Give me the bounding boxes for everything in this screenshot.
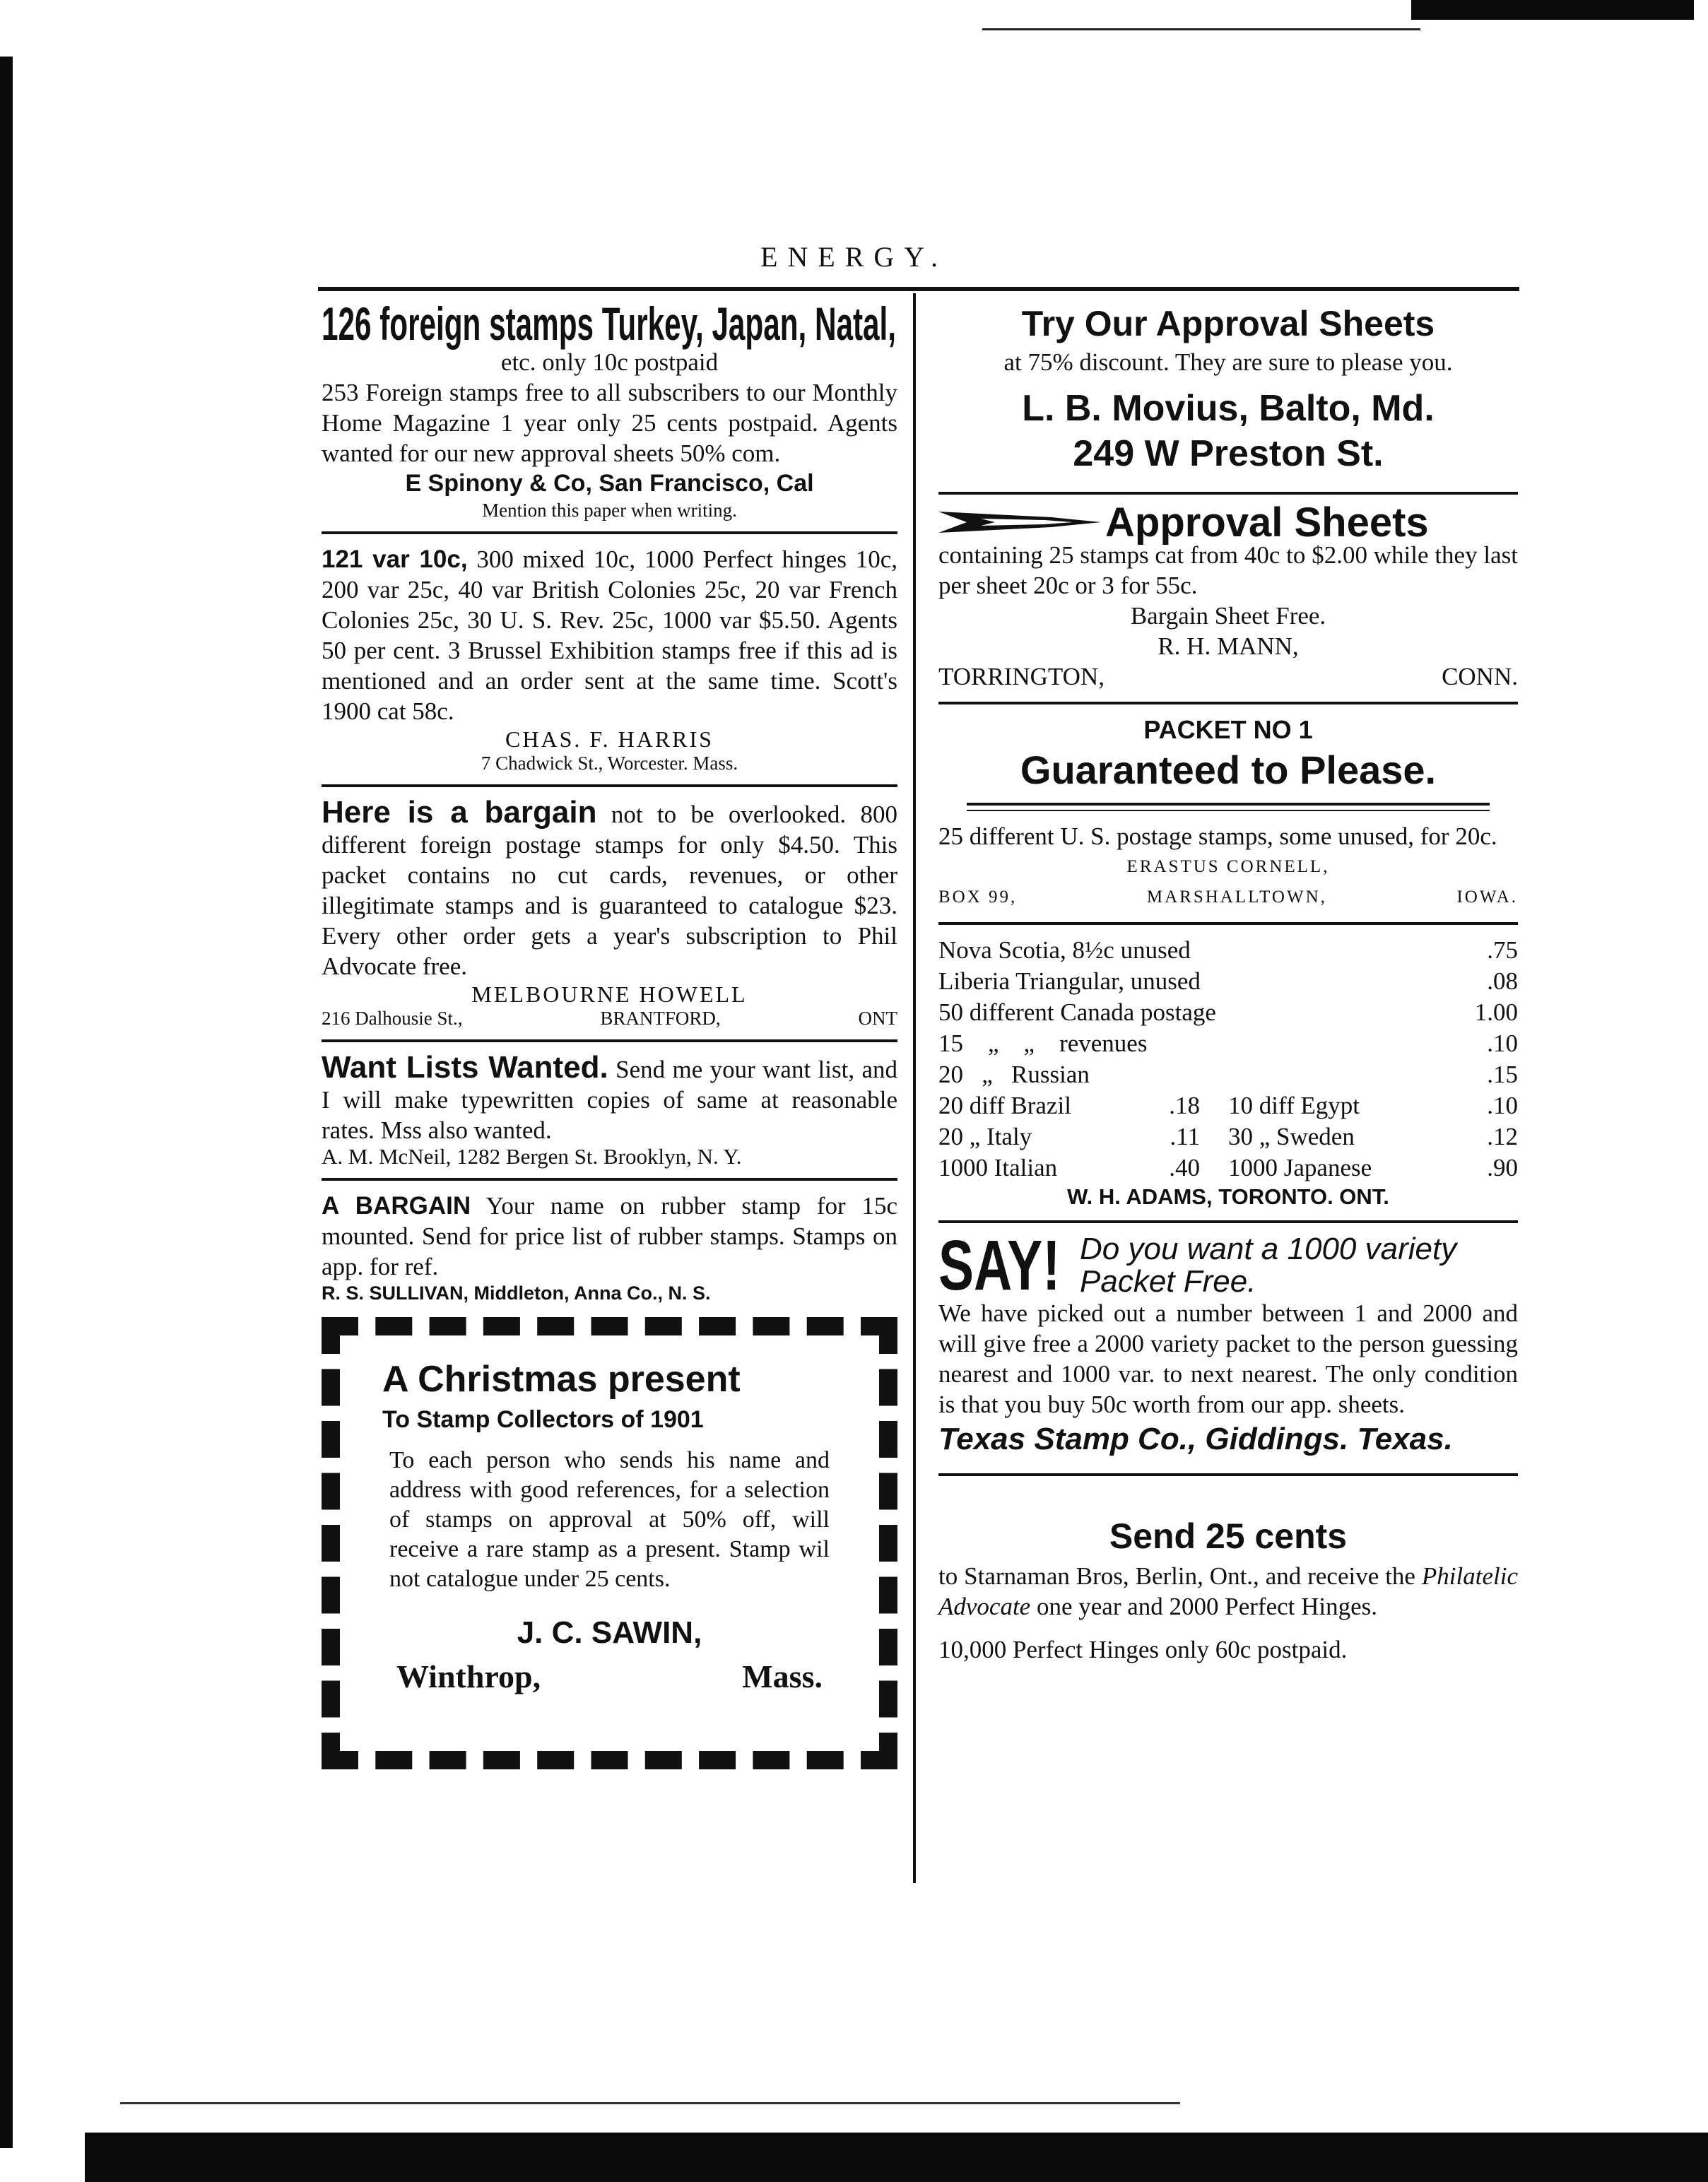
ad-name: MELBOURNE HOWELL bbox=[471, 981, 748, 1007]
ad-headline: Send 25 cents bbox=[1109, 1516, 1348, 1556]
page-title: ENERGY. bbox=[760, 241, 948, 273]
list-item: 20 „ Italy .11 30 „ Sweden .12 bbox=[938, 1123, 1518, 1150]
right-column bbox=[938, 300, 1518, 1665]
ad-texas bbox=[938, 1226, 1518, 1459]
list-item: 20 „ Russian .15 bbox=[938, 1061, 1518, 1088]
ad-body: not to be overlooked. 800 different foreign postage stamps for only $4.50. This packet contains no cut cards, revenues, or other illegitimate stamps and is guaranteed to catalogue $23. Every other order gets a year's subscription to Phil Advocate free. bbox=[322, 801, 897, 980]
divider-rule bbox=[938, 702, 1518, 704]
ad-text: etc. only 10c postpaid bbox=[500, 348, 719, 376]
ad-bargain: Bargain Sheet Free. bbox=[1130, 602, 1326, 630]
scan-mark-top bbox=[982, 28, 1420, 30]
christmas-body: To each person who sends his name and address with good references, for a selection of stamps on approval at 50% off, will receive a rare stamp as a present. Stamp wil not catalogue under 25 cents. bbox=[389, 1447, 830, 1592]
ad-mann bbox=[938, 499, 1518, 692]
double-rule bbox=[967, 803, 1490, 811]
say-headline bbox=[938, 1226, 1518, 1305]
ad-signature: W. H. ADAMS, TORONTO. ONT. bbox=[1067, 1184, 1389, 1209]
ad-address bbox=[938, 661, 1518, 692]
divider-rule bbox=[938, 1473, 1518, 1476]
ad-signature: R. S. SULLIVAN, Middleton, Anna Co., N. S. bbox=[322, 1282, 711, 1304]
ad-body: We have picked out a number between 1 and 2000 and will give free a 2000 variety packet to the person guessing nearest and 1000 var. to next nearest. The only condition is that you buy 50c worth from our app. sheets. bbox=[938, 1299, 1518, 1418]
divider-rule bbox=[938, 1220, 1518, 1223]
divider-rule bbox=[938, 492, 1518, 495]
ad-province: ONT bbox=[858, 1008, 897, 1029]
list-item: 1000 Italian .40 1000 Japanese .90 bbox=[938, 1154, 1518, 1181]
ad-sullivan bbox=[322, 1191, 897, 1282]
christmas-ad-box bbox=[322, 1317, 897, 1769]
scan-edge-top bbox=[1411, 0, 1694, 20]
ad-address: 249 W Preston St. bbox=[1073, 433, 1384, 474]
ad-box: BOX 99, bbox=[938, 887, 1018, 907]
ad-signature: A. M. McNeil, 1282 Bergen St. Brooklyn, N. Y. bbox=[322, 1144, 742, 1169]
divider-rule bbox=[322, 1178, 897, 1181]
divider-rule bbox=[322, 1039, 897, 1042]
ad-headline: Approval Sheets bbox=[1105, 499, 1429, 546]
ad-state: IOWA. bbox=[1456, 887, 1518, 907]
scan-edge-bottom bbox=[85, 2133, 1708, 2182]
ad-lead: 121 var 10c, bbox=[322, 546, 468, 573]
ad-address: 7 Chadwick St., Worcester. Mass. bbox=[481, 753, 738, 774]
ad-headline: Guaranteed to Please. bbox=[1020, 748, 1437, 792]
ad-town: TORRINGTON, bbox=[938, 663, 1105, 690]
ad-street: 216 Dalhousie St., bbox=[322, 1008, 463, 1029]
ad-name: R. H. MANN, bbox=[1158, 632, 1299, 660]
christmas-subtitle: To Stamp Collectors of 1901 bbox=[382, 1406, 704, 1433]
say-word: SAY! bbox=[938, 1226, 1061, 1305]
ad-body: 25 different U. S. postage stamps, some unused, for 20c. bbox=[938, 822, 1497, 850]
ad-mcneil bbox=[322, 1052, 897, 1145]
ad-howell bbox=[322, 797, 897, 981]
left-column bbox=[322, 297, 897, 1769]
ad-city: BRANTFORD, bbox=[600, 1008, 721, 1029]
price-list bbox=[938, 935, 1518, 1210]
ad-harris bbox=[322, 544, 897, 726]
ad-name: L. B. Movius, Balto, Md. bbox=[1022, 388, 1435, 429]
ad-headline: 126 foreign stamps Turkey, Japan, Natal, bbox=[322, 297, 897, 350]
list-item: Liberia Triangular, unused .08 bbox=[938, 967, 1518, 995]
ad-body: Your name on rubber stamp for 15c mounted. Send for price list of rubber stamps. Stamps on app. for ref. bbox=[322, 1192, 897, 1280]
list-item: 50 different Canada postage 1.00 bbox=[938, 998, 1518, 1026]
ad-signature: Texas Stamp Co., Giddings. Texas. bbox=[938, 1422, 1453, 1456]
ad-hinges: 10,000 Perfect Hinges only 60c postpaid. bbox=[938, 1636, 1348, 1663]
christmas-name: J. C. SAWIN, bbox=[517, 1615, 702, 1650]
christmas-town: Winthrop, bbox=[396, 1658, 541, 1694]
pointing-hand-icon bbox=[938, 505, 1101, 540]
ad-company: E Spinony & Co, San Francisco, Cal bbox=[405, 470, 814, 497]
header-rule bbox=[318, 287, 1519, 291]
ad-movius bbox=[938, 300, 1518, 475]
christmas-title: A Christmas present bbox=[382, 1359, 741, 1400]
ad-town: MARSHALLTOWN, bbox=[1146, 887, 1327, 907]
ad-body: containing 25 stamps cat from 40c to $2.00 while they last per sheet 20c or 3 for 55c. bbox=[938, 541, 1518, 599]
list-item: 15 „ „ revenues .10 bbox=[938, 1030, 1518, 1057]
ad-lead: A BARGAIN bbox=[322, 1192, 471, 1220]
ad-body: at 75% discount. They are sure to please you. bbox=[1003, 348, 1453, 376]
ad-packet: PACKET NO 1 bbox=[1143, 715, 1313, 744]
ad-body: 300 mixed 10c, 1000 Perfect hinges 10c, 200 var 25c, 40 var British Colonies 25c, 20 var French Colonies 25c, 30 U. S. Rev. 25c, 1000 var $5.50. Agents 50 per cent. 3 Brussel Exhibition stamps free if this ad is mentioned and an order sent at the same time. Scott's 1900 cat 58c. bbox=[322, 546, 897, 725]
scan-mark-bottom bbox=[120, 2102, 1180, 2104]
divider-rule bbox=[322, 531, 897, 534]
ad-body: Send me your want list, and I will make typewritten copies of same at reasonable rates. Mss also wanted. bbox=[322, 1056, 897, 1144]
ad-mention: Mention this paper when writing. bbox=[482, 500, 737, 521]
ad-state: CONN. bbox=[1442, 663, 1518, 690]
divider-rule bbox=[938, 922, 1518, 925]
list-item: Nova Scotia, 8½c unused .75 bbox=[938, 936, 1518, 964]
ad-cornell bbox=[938, 714, 1518, 912]
christmas-state: Mass. bbox=[742, 1658, 823, 1694]
ad-body: to Starnaman Bros, Berlin, Ont., and receive the Philatelic Advocate one year and 2000 Perfect Hinges. bbox=[938, 1562, 1518, 1620]
ad-name: ERASTUS CORNELL, bbox=[1126, 857, 1330, 876]
ad-starnaman bbox=[938, 1511, 1518, 1665]
list-item: 20 diff Brazil .18 10 diff Egypt .10 bbox=[938, 1092, 1518, 1119]
ad-headline: Try Our Approval Sheets bbox=[1021, 304, 1435, 343]
divider-rule bbox=[322, 784, 897, 787]
ad-lead: Want Lists Wanted. bbox=[322, 1050, 608, 1085]
christmas-place bbox=[382, 1658, 837, 1695]
scan-edge-left bbox=[0, 57, 13, 2148]
ad-body: 253 Foreign stamps free to all subscribers to our Monthly Home Magazine 1 year only 25 cents postpaid. Agents wanted for our new approval sheets 50% com. bbox=[322, 379, 897, 467]
say-side: Do you want a 1000 variety Packet Free. bbox=[1080, 1232, 1457, 1299]
ad-spinony bbox=[322, 297, 897, 521]
ad-address bbox=[322, 1007, 897, 1030]
ad-headline-row bbox=[938, 499, 1518, 546]
column-divider bbox=[913, 293, 916, 1883]
ad-name: CHAS. F. HARRIS bbox=[505, 726, 714, 752]
ad-lead: Here is a bargain bbox=[322, 795, 597, 830]
ad-address bbox=[938, 882, 1518, 912]
